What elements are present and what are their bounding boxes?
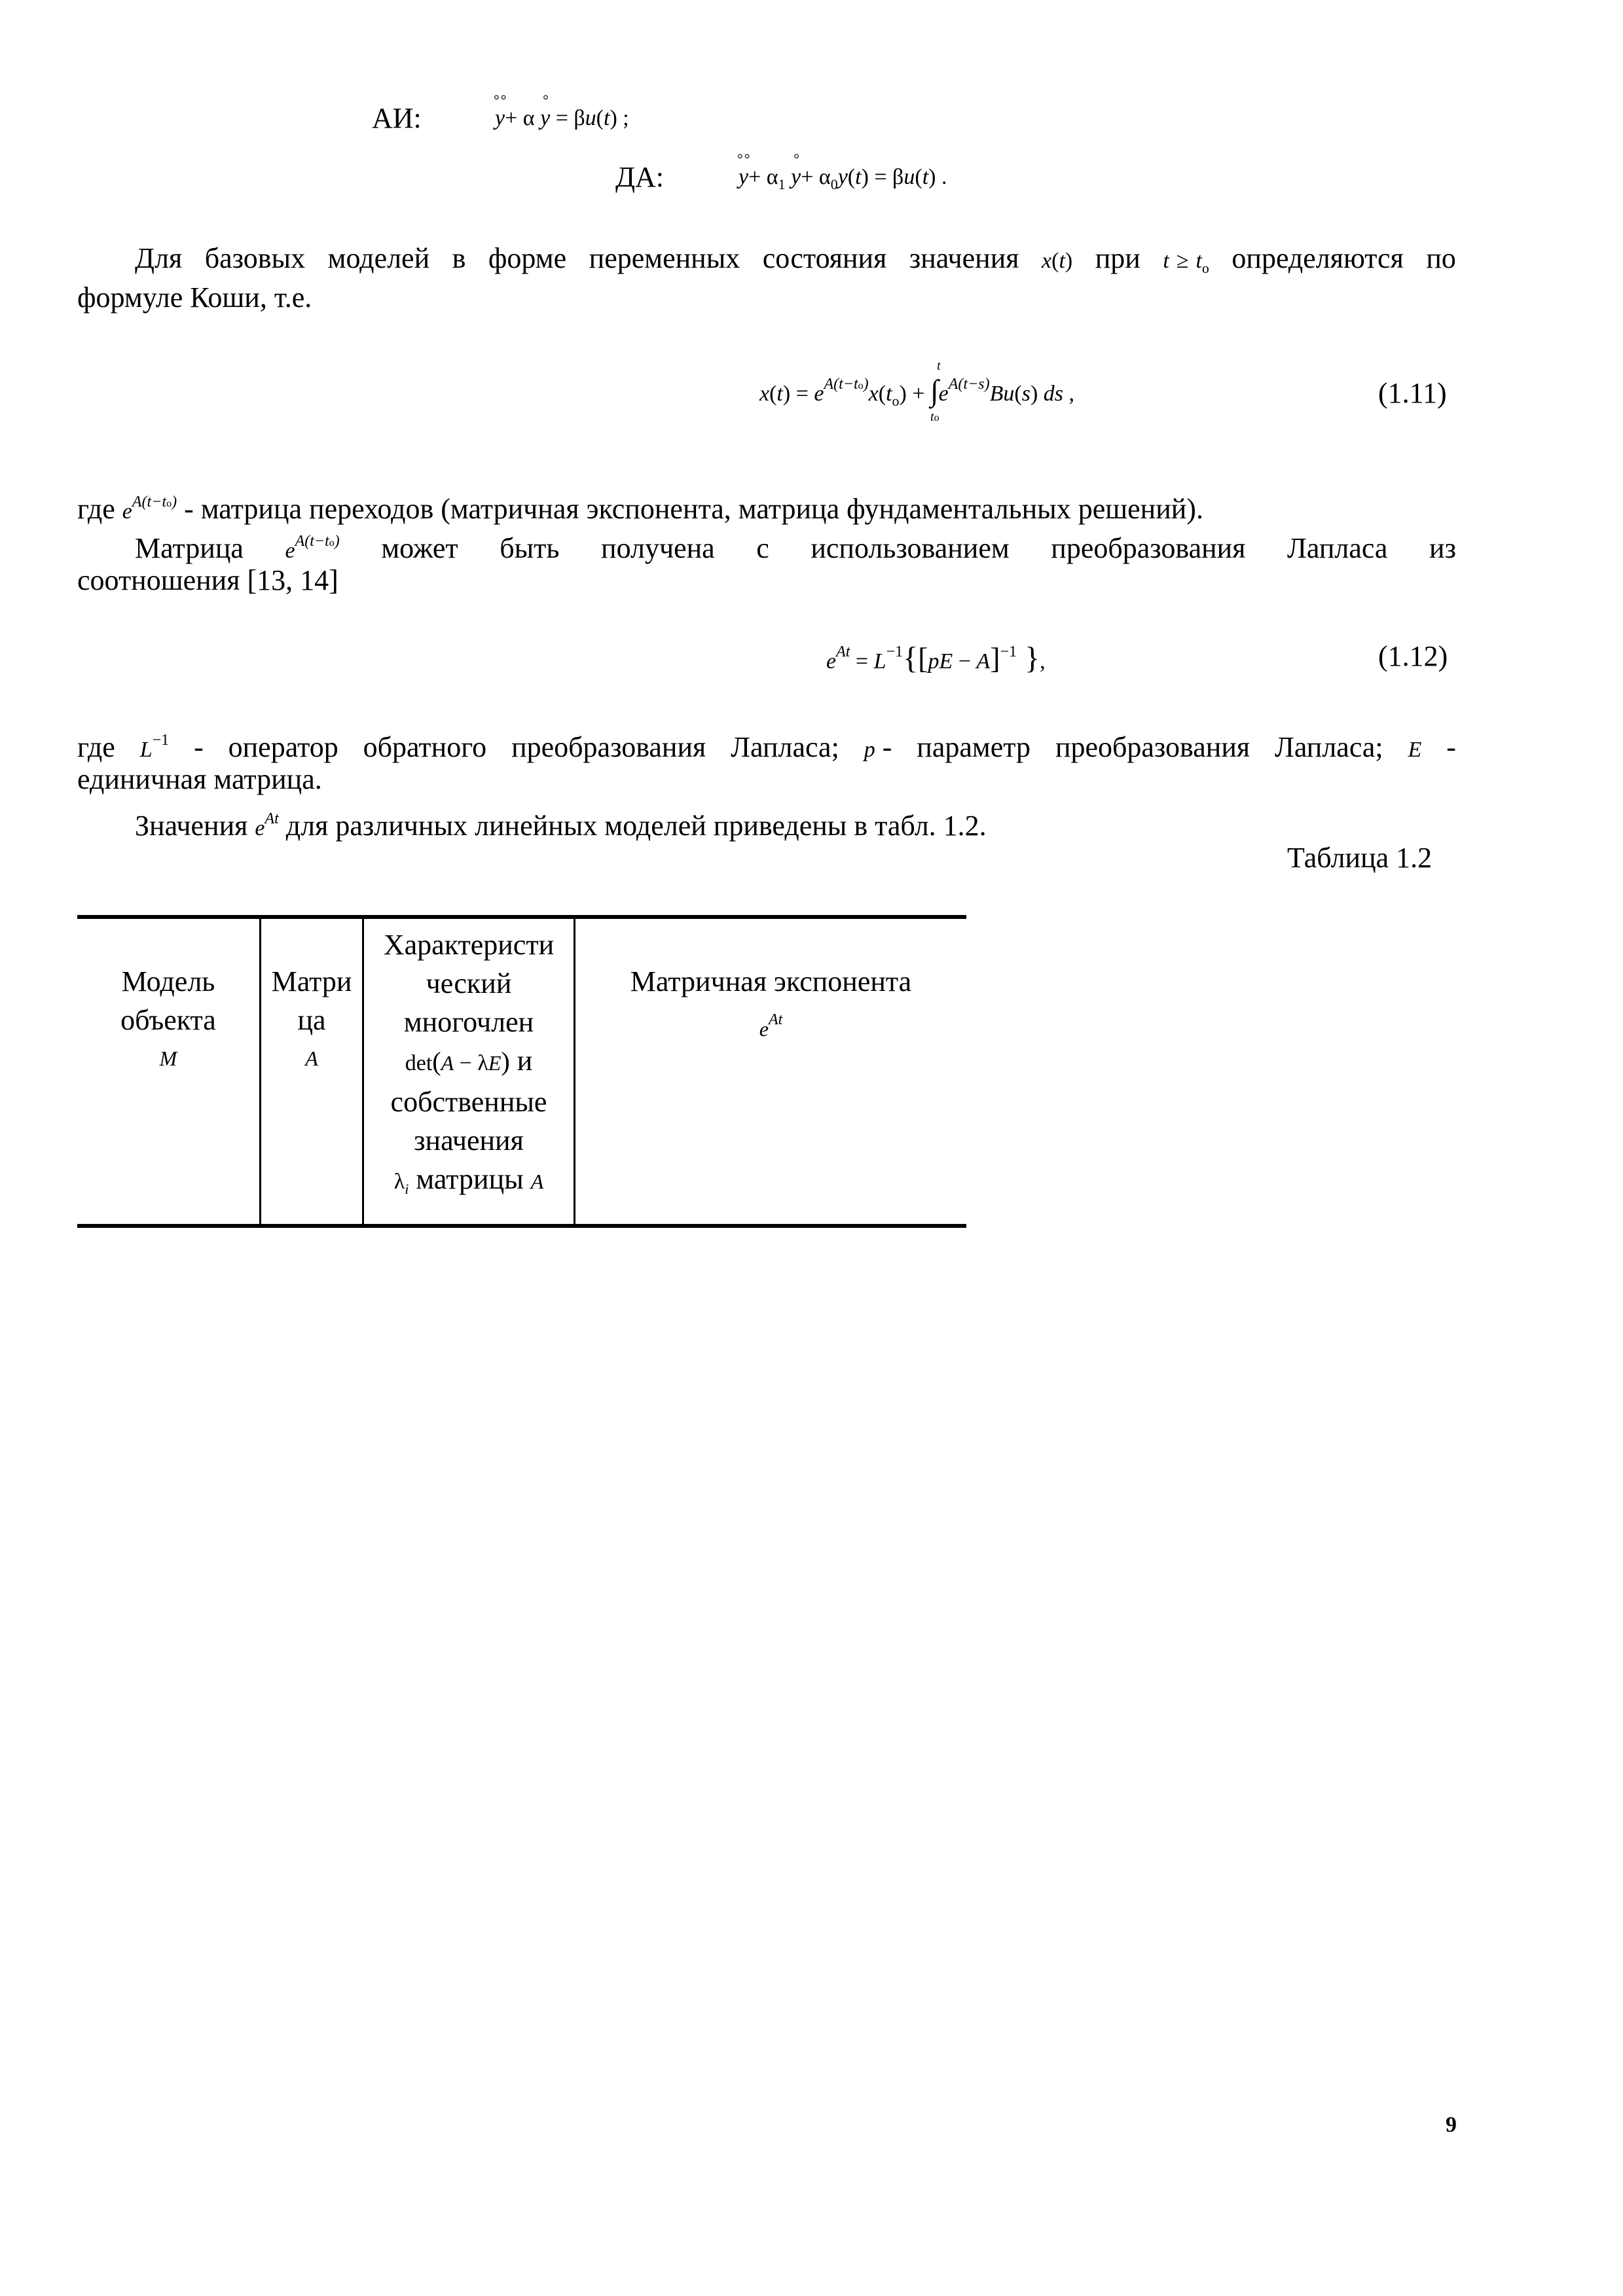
page-number: 9 bbox=[1446, 2113, 1457, 2137]
header-model-line: Модель bbox=[121, 965, 215, 997]
header-characteristic bbox=[364, 925, 574, 1208]
equation-number-1-12: (1.12) bbox=[1378, 640, 1448, 672]
header-characteristic-line: Характеристи bbox=[383, 929, 555, 961]
header-matrix bbox=[261, 962, 362, 1078]
da-formula: °° $y+ \alpha_1$ ° $y+ \alpha_0y(t) = \beta u(t)$ . bbox=[739, 165, 947, 193]
header-characteristic-line: значения bbox=[414, 1124, 524, 1157]
equation-1-12: $e^{At} = L^{-1}\{[pE - A]^{-1}$ }, bbox=[826, 641, 1046, 675]
equation-number-1-11: (1.11) bbox=[1378, 377, 1447, 409]
equation-1-11: $x(t) = e^{A(t-to)}x(t_o)$ + ∫ t to $e^{A(t-s)}Bu(s)$ ds , bbox=[759, 359, 1074, 424]
header-model-line: объекта bbox=[120, 1004, 216, 1036]
header-model-symbol: M bbox=[159, 1047, 177, 1070]
table-caption: Таблица 1.2 bbox=[1287, 842, 1432, 874]
paragraph-3-line-3: Значения $e^{At}$ для различных линейных моделей приведены в табл. 1.2. bbox=[135, 810, 987, 842]
header-model bbox=[77, 962, 259, 1078]
ai-formula: °° y+ α ° y = βu(t) ; bbox=[495, 106, 629, 131]
header-matrix-exponent bbox=[575, 962, 966, 1049]
table-1-2 bbox=[77, 915, 966, 1228]
header-characteristic-line: $\lambda_i$ матрицы A bbox=[393, 1163, 544, 1197]
paragraph-3-line-2: единичная матрица. bbox=[77, 763, 322, 795]
paragraph-2-line-1: где $e^{A(t-to)}$ - матрица переходов (матричная экспонента, матрица фундаментальных решений). bbox=[77, 493, 1203, 525]
paragraph-2-line-3: соотношения [13, 14] bbox=[77, 564, 338, 596]
da-label: ДА: bbox=[615, 161, 665, 193]
paragraph-2-line-2: Матрица $e^{A(t-to)}$ может быть получена с использованием преобразования Лапласа из bbox=[135, 532, 1456, 564]
paragraph-3-line-1: где $L^{-1}$ - оператор обратного преобразования Лапласа; p - параметр преобразования Лапласа; E - bbox=[77, 731, 1456, 763]
header-matrix-line: Матри bbox=[271, 965, 352, 997]
header-matrix-line: ца bbox=[297, 1004, 326, 1036]
header-characteristic-line: ческий bbox=[426, 967, 512, 999]
ai-label: АИ: bbox=[372, 102, 422, 134]
header-characteristic-line: собственные bbox=[390, 1086, 547, 1118]
header-matrix-symbol: A bbox=[305, 1047, 318, 1070]
header-characteristic-line: многочлен bbox=[403, 1006, 534, 1038]
header-characteristic-line: det(A − λE) и bbox=[405, 1045, 533, 1077]
header-exponent-line: Матричная экспонента bbox=[630, 965, 912, 997]
paragraph-1-line-2: формуле Коши, т.е. bbox=[77, 281, 312, 314]
header-exponent-symbol: $e^{At}$ bbox=[759, 1011, 783, 1041]
paragraph-1-line-1: Для базовых моделей в форме переменных состояния значения x(t) при $t \ge t_o$ определяются по bbox=[135, 242, 1456, 276]
